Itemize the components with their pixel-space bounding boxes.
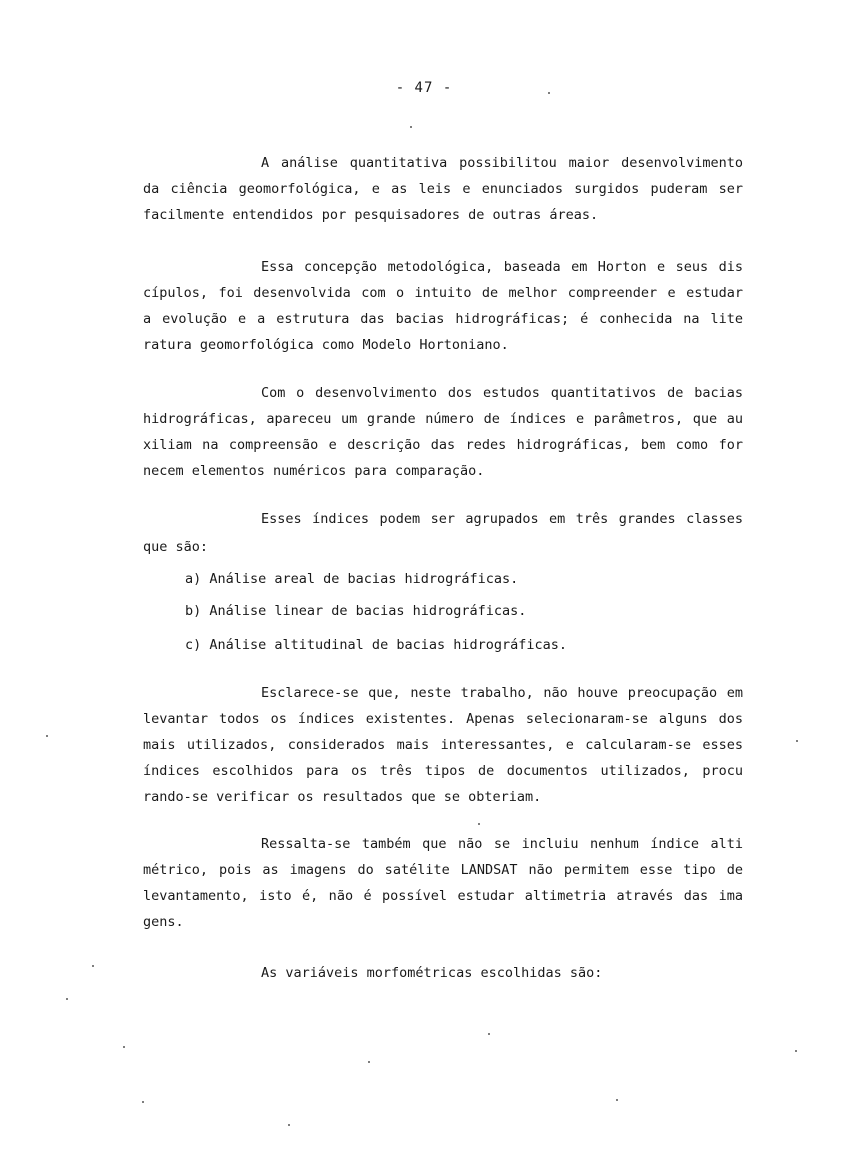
text-line: facilmente entendidos por pesquisadores de outras áreas.: [143, 207, 599, 223]
text-line: a evolução e a estrutura das bacias hidrográficas; é conhecida na lite: [143, 311, 743, 327]
text-line: Essa concepção metodológica, baseada em Horton e seus dis: [261, 259, 743, 275]
page-number: - 47 -: [395, 80, 453, 96]
text-line: hidrográficas, apareceu um grande número de índices e parâmetros, que au: [143, 411, 743, 427]
list-item: a) Análise areal de bacias hidrográficas.: [185, 571, 519, 587]
text-line: Com o desenvolvimento dos estudos quantitativos de bacias: [261, 385, 743, 401]
text-line: A análise quantitativa possibilitou maior desenvolvimento: [261, 155, 743, 171]
text-line: Esses índices podem ser agrupados em três grandes classes: [261, 511, 743, 527]
scan-speck: [123, 1046, 125, 1048]
scan-speck: [410, 126, 412, 128]
scan-speck: [548, 92, 550, 94]
text-line: métrico, pois as imagens do satélite LANDSAT não permitem esse tipo de: [143, 862, 743, 878]
scan-speck: [616, 1099, 618, 1101]
scan-speck: [92, 965, 94, 967]
text-line: rando-se verificar os resultados que se obteriam.: [143, 789, 542, 805]
text-line: levantamento, isto é, não é possível estudar altimetria através das ima: [143, 888, 743, 904]
scan-speck: [478, 823, 480, 825]
text-line: As variáveis morfométricas escolhidas são:: [261, 965, 603, 981]
scan-speck: [488, 1033, 490, 1035]
text-line: gens.: [143, 914, 184, 930]
text-line: cípulos, foi desenvolvida com o intuito de melhor compreender e estudar: [143, 285, 743, 301]
scan-speck: [66, 998, 68, 1000]
scan-speck: [288, 1124, 290, 1126]
list-item: c) Análise altitudinal de bacias hidrográficas.: [185, 637, 568, 653]
scan-speck: [368, 1061, 370, 1063]
text-line: necem elementos numéricos para comparação.: [143, 463, 485, 479]
scan-speck: [142, 1101, 144, 1103]
text-line: levantar todos os índices existentes. Apenas selecionaram-se alguns dos: [143, 711, 743, 727]
text-line: que são:: [143, 539, 209, 555]
text-line: Ressalta-se também que não se incluiu nenhum índice alti: [261, 836, 743, 852]
scan-speck: [795, 1050, 797, 1052]
list-item: b) Análise linear de bacias hidrográficas.: [185, 603, 527, 619]
text-line: mais utilizados, considerados mais interessantes, e calcularam-se esses: [143, 737, 743, 753]
text-line: Esclarece-se que, neste trabalho, não houve preocupação em: [261, 685, 743, 701]
scan-speck: [46, 735, 48, 737]
text-line: da ciência geomorfológica, e as leis e enunciados surgidos puderam ser: [143, 181, 743, 197]
text-line: índices escolhidos para os três tipos de documentos utilizados, procu: [143, 763, 743, 779]
text-line: ratura geomorfológica como Modelo Hortoniano.: [143, 337, 509, 353]
text-line: xiliam na compreensão e descrição das redes hidrográficas, bem como for: [143, 437, 743, 453]
scan-speck: [796, 740, 798, 742]
